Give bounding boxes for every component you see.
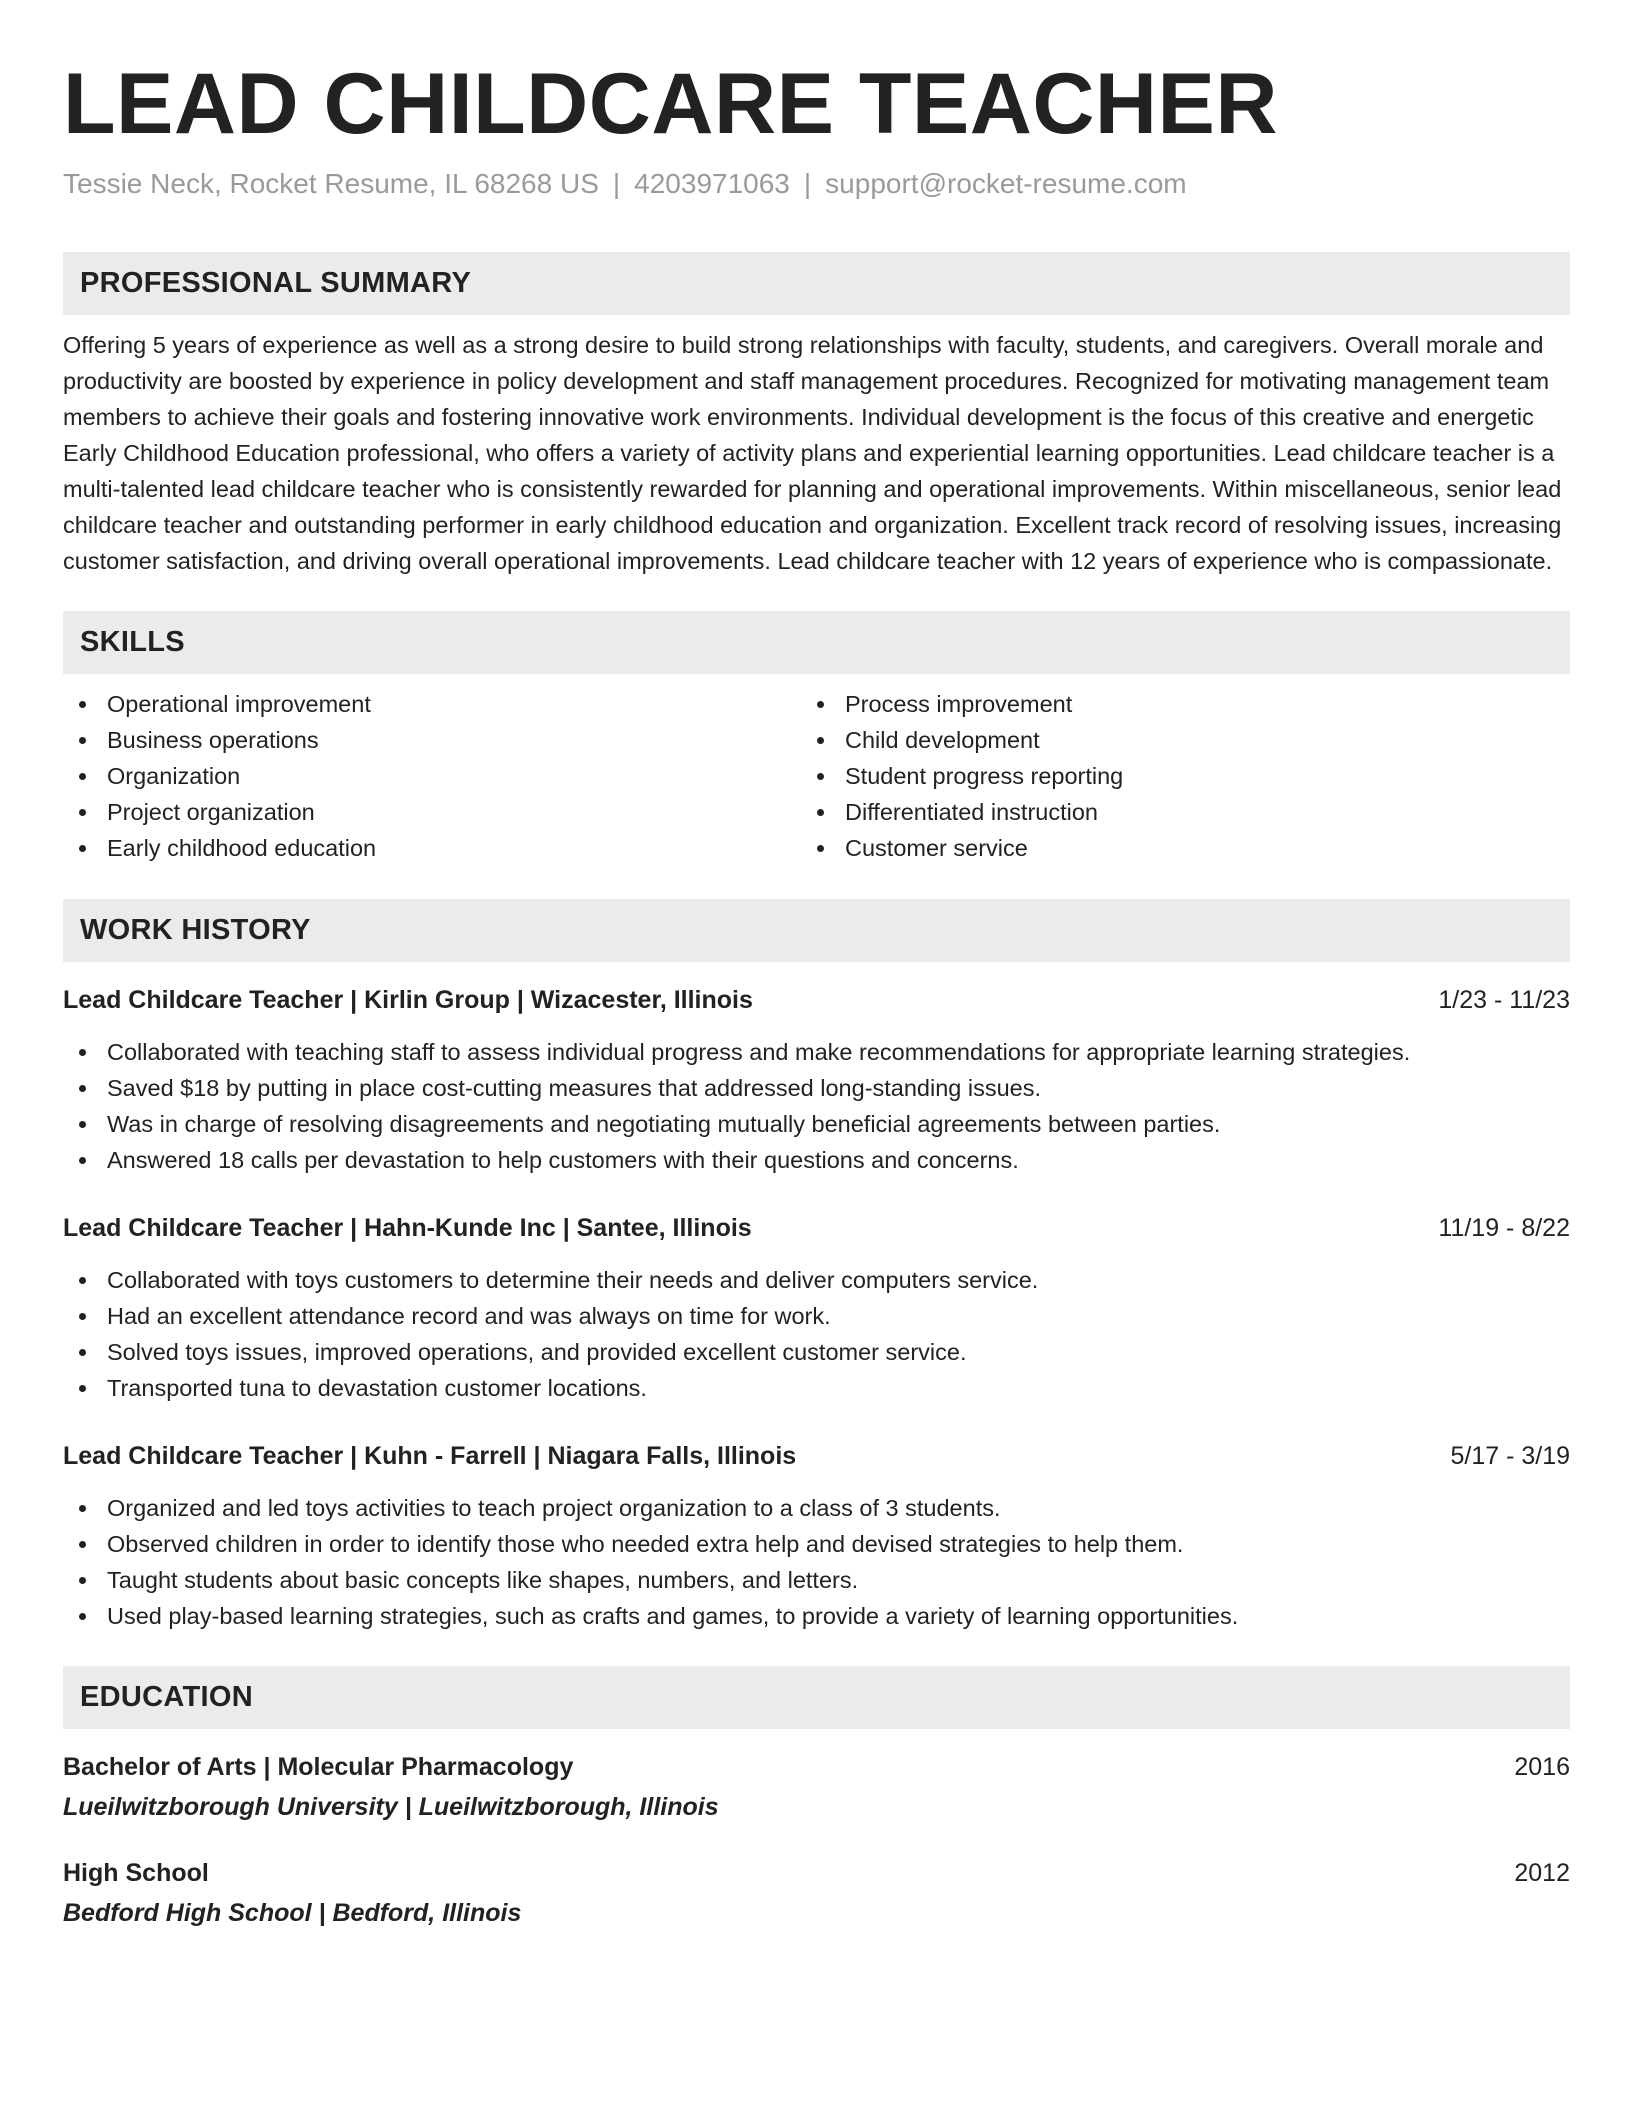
- graduation-year: 2012: [1514, 1859, 1570, 1887]
- work-history-section-header: WORK HISTORY: [63, 899, 1570, 962]
- contact-line: [63, 164, 1570, 204]
- contact-separator: |: [612, 168, 621, 199]
- skills-column-left: [63, 686, 801, 866]
- job-bullet: Solved toys issues, improved operations, and provided excellent customer service.: [63, 1334, 1570, 1370]
- job-entry: [63, 1210, 1570, 1406]
- skill-item: Customer service: [801, 830, 1539, 866]
- skills-list: [63, 686, 1570, 866]
- skill-item: Student progress reporting: [801, 758, 1539, 794]
- education-entry: [63, 1749, 1570, 1825]
- job-bullets: [63, 1490, 1570, 1634]
- job-bullet: Collaborated with toys customers to determine their needs and deliver computers service.: [63, 1262, 1570, 1298]
- job-entry: [63, 982, 1570, 1178]
- job-bullet: Used play-based learning strategies, such as crafts and games, to provide a variety of learning opportunities.: [63, 1598, 1570, 1634]
- skill-item: Child development: [801, 722, 1539, 758]
- degree: High School: [63, 1859, 209, 1887]
- skills-section-header: SKILLS: [63, 611, 1570, 674]
- degree: Bachelor of Arts | Molecular Pharmacology: [63, 1753, 574, 1781]
- job-bullets: [63, 1034, 1570, 1178]
- skill-item: Differentiated instruction: [801, 794, 1539, 830]
- job-bullet: Had an excellent attendance record and was always on time for work.: [63, 1298, 1570, 1334]
- skill-item: Early childhood education: [63, 830, 801, 866]
- education-section-header: EDUCATION: [63, 1666, 1570, 1729]
- job-dates: 1/23 - 11/23: [1438, 986, 1570, 1014]
- job-title: Lead Childcare Teacher | Hahn-Kunde Inc | Santee, Illinois: [63, 1214, 752, 1242]
- contact-email: support@rocket-resume.com: [825, 168, 1187, 199]
- job-bullets: [63, 1262, 1570, 1406]
- skill-item: Operational improvement: [63, 686, 801, 722]
- education-entry: [63, 1855, 1570, 1931]
- education-header: [63, 1749, 1570, 1785]
- job-bullet: Was in charge of resolving disagreements and negotiating mutually beneficial agreements between parties.: [63, 1106, 1570, 1142]
- job-title: Lead Childcare Teacher | Kirlin Group | Wizacester, Illinois: [63, 986, 753, 1014]
- job-entry: [63, 1438, 1570, 1634]
- job-bullet: Transported tuna to devastation customer locations.: [63, 1370, 1570, 1406]
- job-bullet: Answered 18 calls per devastation to help customers with their questions and concerns.: [63, 1142, 1570, 1178]
- job-bullet: Saved $18 by putting in place cost-cutting measures that addressed long-standing issues.: [63, 1070, 1570, 1106]
- contact-separator: |: [803, 168, 812, 199]
- job-dates: 5/17 - 3/19: [1450, 1442, 1570, 1470]
- school-name: Lueilwitzborough University | Lueilwitzborough, Illinois: [63, 1793, 719, 1821]
- contact-phone: 4203971063: [634, 168, 790, 199]
- skill-item: Process improvement: [801, 686, 1539, 722]
- job-header: [63, 1438, 1570, 1474]
- summary-text: Offering 5 years of experience as well as a strong desire to build strong relationships with faculty, students, and caregivers. Overall morale and productivity are boosted by experience in policy development and staff management procedures. Recognized for motivating management team members to achieve their goals and fostering innovative work environments. Individual development is the focus of this creative and energetic Early Childhood Education professional, who offers a variety of activity plans and experiential learning opportunities. Lead childcare teacher is a multi-talented lead childcare teacher who is consistently rewarded for planning and operational improvements. Within miscellaneous, senior lead childcare teacher and outstanding performer in early childhood education and organization. Excellent track record of resolving issues, increasing customer satisfaction, and driving overall operational improvements. Lead childcare teacher with 12 years of experience who is compassionate.: [63, 332, 1562, 574]
- job-dates: 11/19 - 8/22: [1438, 1214, 1570, 1242]
- school-name: Bedford High School | Bedford, Illinois: [63, 1899, 522, 1927]
- job-bullet: Collaborated with teaching staff to assess individual progress and make recommendations for appropriate learning strategies.: [63, 1034, 1570, 1070]
- job-header: [63, 1210, 1570, 1246]
- skill-item: Project organization: [63, 794, 801, 830]
- summary-section-header: PROFESSIONAL SUMMARY: [63, 252, 1570, 315]
- skills-column-right: [801, 686, 1539, 866]
- job-title: Lead Childcare Teacher | Kuhn - Farrell | Niagara Falls, Illinois: [63, 1442, 797, 1470]
- job-header: [63, 982, 1570, 1018]
- job-bullet: Organized and led toys activities to teach project organization to a class of 3 students.: [63, 1490, 1570, 1526]
- skill-item: Business operations: [63, 722, 801, 758]
- graduation-year: 2016: [1514, 1753, 1570, 1781]
- skill-item: Organization: [63, 758, 801, 794]
- contact-address: Tessie Neck, Rocket Resume, IL 68268 US: [63, 168, 599, 199]
- education-header: [63, 1855, 1570, 1891]
- resume-title: LEAD CHILDCARE TEACHER: [63, 56, 1278, 152]
- job-bullet: Observed children in order to identify those who needed extra help and devised strategies to help them.: [63, 1526, 1570, 1562]
- job-bullet: Taught students about basic concepts like shapes, numbers, and letters.: [63, 1562, 1570, 1598]
